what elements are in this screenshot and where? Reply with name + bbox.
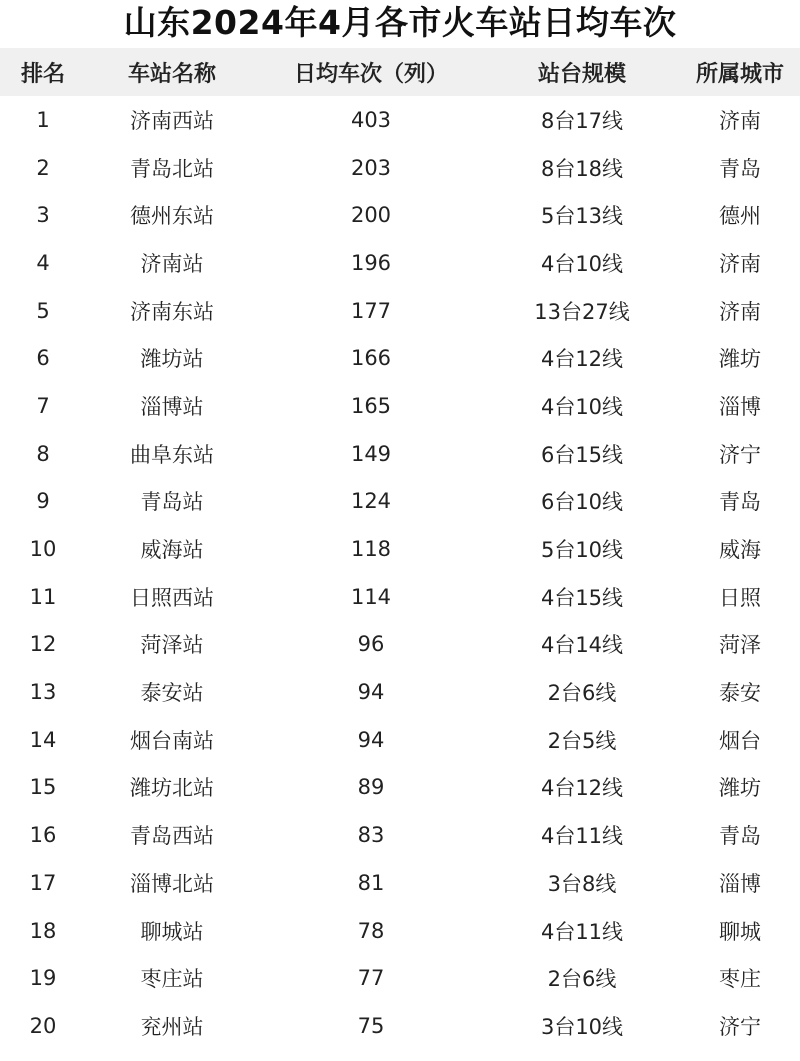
- cell-station: 济南站: [140, 251, 204, 276]
- cell-city: 淄博: [719, 394, 761, 419]
- cell-platform: 4台14线: [540, 633, 624, 658]
- cell-station: 烟台南站: [130, 728, 214, 753]
- cell-platform: 8台18线: [540, 156, 624, 181]
- cell-city: 济宁: [719, 1014, 761, 1039]
- cell-station: 潍坊站: [140, 347, 204, 372]
- cell-rank: 6: [36, 346, 50, 371]
- cell-trains: 203: [350, 155, 392, 180]
- cell-city: 潍坊: [719, 776, 761, 801]
- cell-station: 泰安站: [140, 681, 204, 706]
- table-row: [0, 907, 800, 955]
- cell-platform: 4台12线: [540, 347, 624, 372]
- cell-rank: 19: [29, 966, 57, 991]
- cell-station: 威海站: [140, 538, 204, 563]
- table-row: [0, 1002, 800, 1050]
- cell-station: 兖州站: [140, 1014, 204, 1039]
- cell-trains: 83: [357, 823, 385, 848]
- cell-city: 枣庄: [719, 967, 761, 992]
- cell-city: 日照: [719, 585, 761, 610]
- cell-station: 日照西站: [130, 585, 214, 610]
- cell-rank: 14: [29, 727, 57, 752]
- cell-trains: 166: [350, 346, 392, 371]
- cell-city: 济宁: [719, 442, 761, 467]
- cell-platform: 4台15线: [540, 585, 624, 610]
- cell-trains: 78: [357, 918, 385, 943]
- table-row: [0, 478, 800, 526]
- table-row: [0, 144, 800, 192]
- table-row: [0, 382, 800, 430]
- cell-rank: 3: [36, 203, 50, 228]
- cell-trains: 96: [357, 632, 385, 657]
- cell-rank: 11: [29, 584, 57, 609]
- cell-station: 青岛站: [140, 490, 204, 515]
- cell-station: 菏泽站: [140, 633, 204, 658]
- cell-platform: 4台10线: [540, 251, 624, 276]
- cell-rank: 17: [29, 870, 57, 895]
- cell-platform: 5台13线: [540, 204, 624, 229]
- cell-platform: 3台8线: [547, 871, 617, 896]
- cell-city: 菏泽: [719, 633, 761, 658]
- cell-platform: 2台5线: [547, 728, 617, 753]
- cell-city: 淄博: [719, 871, 761, 896]
- cell-rank: 10: [29, 537, 57, 562]
- cell-rank: 1: [36, 107, 50, 132]
- page-title: 山东2024年4月各市火车站日均车次: [123, 3, 677, 42]
- cell-platform: 2台6线: [547, 681, 617, 706]
- cell-city: 烟台: [719, 728, 761, 753]
- cell-station: 潍坊北站: [130, 776, 214, 801]
- cell-station: 聊城站: [140, 919, 204, 944]
- cell-city: 泰安: [719, 681, 761, 706]
- cell-city: 青岛: [719, 824, 761, 849]
- cell-trains: 94: [357, 680, 385, 705]
- cell-rank: 4: [36, 250, 50, 275]
- cell-trains: 149: [350, 441, 392, 466]
- cell-trains: 196: [350, 250, 392, 275]
- cell-rank: 12: [29, 632, 57, 657]
- header-platform: 站台规模: [537, 61, 626, 87]
- cell-rank: 5: [36, 298, 50, 323]
- table-row: [0, 525, 800, 573]
- cell-rank: 8: [36, 441, 50, 466]
- table-row: [0, 191, 800, 239]
- table-row: [0, 96, 800, 144]
- cell-rank: 15: [29, 775, 57, 800]
- cell-station: 青岛北站: [130, 156, 214, 181]
- header-city: 所属城市: [695, 61, 784, 87]
- cell-rank: 13: [29, 680, 57, 705]
- cell-platform: 4台10线: [540, 394, 624, 419]
- cell-city: 威海: [719, 538, 761, 563]
- cell-rank: 9: [36, 489, 50, 514]
- cell-trains: 165: [350, 393, 392, 418]
- cell-platform: 4台11线: [540, 824, 624, 849]
- cell-city: 青岛: [719, 156, 761, 181]
- cell-station: 济南东站: [130, 299, 214, 324]
- table-row: [0, 859, 800, 907]
- cell-platform: 2台6线: [547, 967, 617, 992]
- cell-trains: 200: [350, 203, 392, 228]
- cell-trains: 124: [350, 489, 392, 514]
- cell-city: 德州: [719, 204, 761, 229]
- cell-trains: 94: [357, 727, 385, 752]
- table-row: [0, 764, 800, 812]
- cell-trains: 403: [350, 107, 392, 132]
- cell-station: 枣庄站: [140, 967, 204, 992]
- header-rank: 排名: [20, 61, 65, 87]
- cell-platform: 4台12线: [540, 776, 624, 801]
- cell-rank: 18: [29, 918, 57, 943]
- header-trains: 日均车次（列）: [293, 61, 448, 87]
- cell-city: 济南: [719, 299, 761, 324]
- cell-platform: 6台10线: [540, 490, 624, 515]
- cell-rank: 2: [36, 155, 50, 180]
- table-row: [0, 668, 800, 716]
- table-row: [0, 430, 800, 478]
- cell-trains: 77: [357, 966, 385, 991]
- table-row: [0, 811, 800, 859]
- table-row: [0, 573, 800, 621]
- cell-platform: 6台15线: [540, 442, 624, 467]
- cell-station: 曲阜东站: [130, 442, 214, 467]
- cell-trains: 81: [357, 870, 385, 895]
- header-station: 车站名称: [127, 61, 216, 87]
- cell-city: 潍坊: [719, 347, 761, 372]
- cell-trains: 75: [357, 1013, 385, 1038]
- table-row: [0, 287, 800, 335]
- cell-station: 淄博北站: [130, 871, 214, 896]
- cell-city: 济南: [719, 108, 761, 133]
- table-row: [0, 334, 800, 382]
- cell-rank: 20: [29, 1013, 57, 1038]
- cell-platform: 4台11线: [540, 919, 624, 944]
- cell-city: 青岛: [719, 490, 761, 515]
- cell-station: 淄博站: [140, 394, 204, 419]
- table-row: [0, 716, 800, 764]
- cell-platform: 5台10线: [540, 538, 624, 563]
- cell-city: 济南: [719, 251, 761, 276]
- cell-platform: 8台17线: [540, 108, 624, 133]
- cell-trains: 177: [350, 298, 392, 323]
- cell-platform: 3台10线: [540, 1014, 624, 1039]
- table-body: [0, 96, 800, 1050]
- cell-rank: 7: [36, 393, 50, 418]
- table-row: [0, 621, 800, 669]
- table-header: [0, 48, 800, 96]
- cell-city: 聊城: [719, 919, 761, 944]
- cell-station: 青岛西站: [130, 824, 214, 849]
- cell-trains: 118: [350, 537, 392, 562]
- cell-station: 德州东站: [130, 204, 214, 229]
- cell-station: 济南西站: [130, 108, 214, 133]
- cell-platform: 13台27线: [534, 299, 630, 324]
- table-row: [0, 954, 800, 1002]
- cell-trains: 114: [350, 584, 392, 609]
- cell-rank: 16: [29, 823, 57, 848]
- cell-trains: 89: [357, 775, 385, 800]
- table-row: [0, 239, 800, 287]
